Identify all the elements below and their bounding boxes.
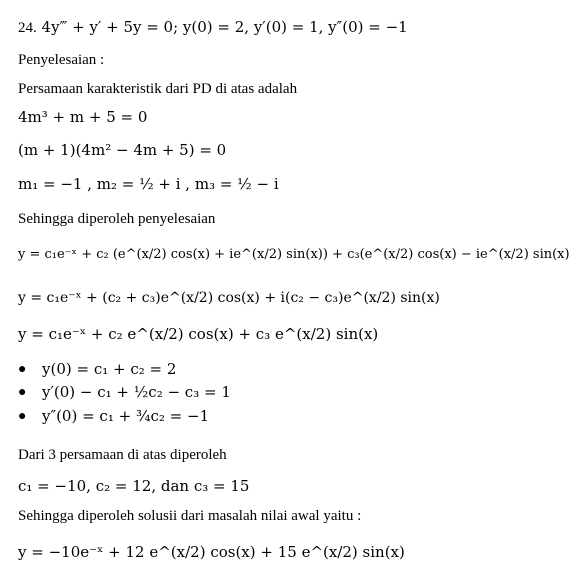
final-solution: y = −10e⁻ˣ + 12 e^(x/2) cos(x) + 15 e^(x/2) sin(x) [18,543,405,561]
condition-3: y″(0) = c₁ + ¾c₂ = −1 [42,407,210,425]
final-solution-intro: Sehingga diperoleh solusii dari masalah nilai awal yaitu : [18,508,362,524]
characteristic-intro: Persamaan karakteristik dari PD di atas adalah [18,81,298,97]
constants-values: c₁ = −10, c₂ = 12, dan c₃ = 15 [18,477,250,495]
general-solution-1: y = c₁e⁻ˣ + c₂ (e^(x/2) cos(x) + ie^(x/2) sin(x)) + c₃(e^(x/2) cos(x) − ie^(x/2) sin(x) [18,247,570,262]
factored-equation: (m + 1)(4m² − 4m + 5) = 0 [18,141,227,159]
condition-2: y′(0) − c₁ + ½c₂ − c₃ = 1 [42,383,231,401]
general-solution-intro: Sehingga diperoleh penyelesaian [18,211,216,227]
roots-equation: m₁ = −1 , m₂ = ½ + i , m₃ = ½ − i [18,175,279,193]
solution-label: Penyelesaian : [18,52,105,68]
bullet-2: ● [18,385,27,400]
general-solution-2: y = c₁e⁻ˣ + (c₂ + c₃)e^(x/2) cos(x) + i(c₂ − c₃)e^(x/2) sin(x) [18,290,440,306]
characteristic-equation: 4m³ + m + 5 = 0 [18,108,148,126]
constants-intro: Dari 3 persamaan di atas diperoleh [18,447,227,463]
condition-1: y(0) = c₁ + c₂ = 2 [42,360,177,378]
bullet-3: ● [18,409,27,424]
bullet-1: ● [18,362,27,377]
problem-equation: 4y‴ + y′ + 5y = 0; y(0) = 2, y′(0) = 1, y″(0) = −1 [41,18,408,36]
general-solution-3: y = c₁e⁻ˣ + c₂ e^(x/2) cos(x) + c₃ e^(x/2) sin(x) [18,325,379,343]
problem-number: 24. [18,20,37,36]
problem-statement [18,20,408,36]
